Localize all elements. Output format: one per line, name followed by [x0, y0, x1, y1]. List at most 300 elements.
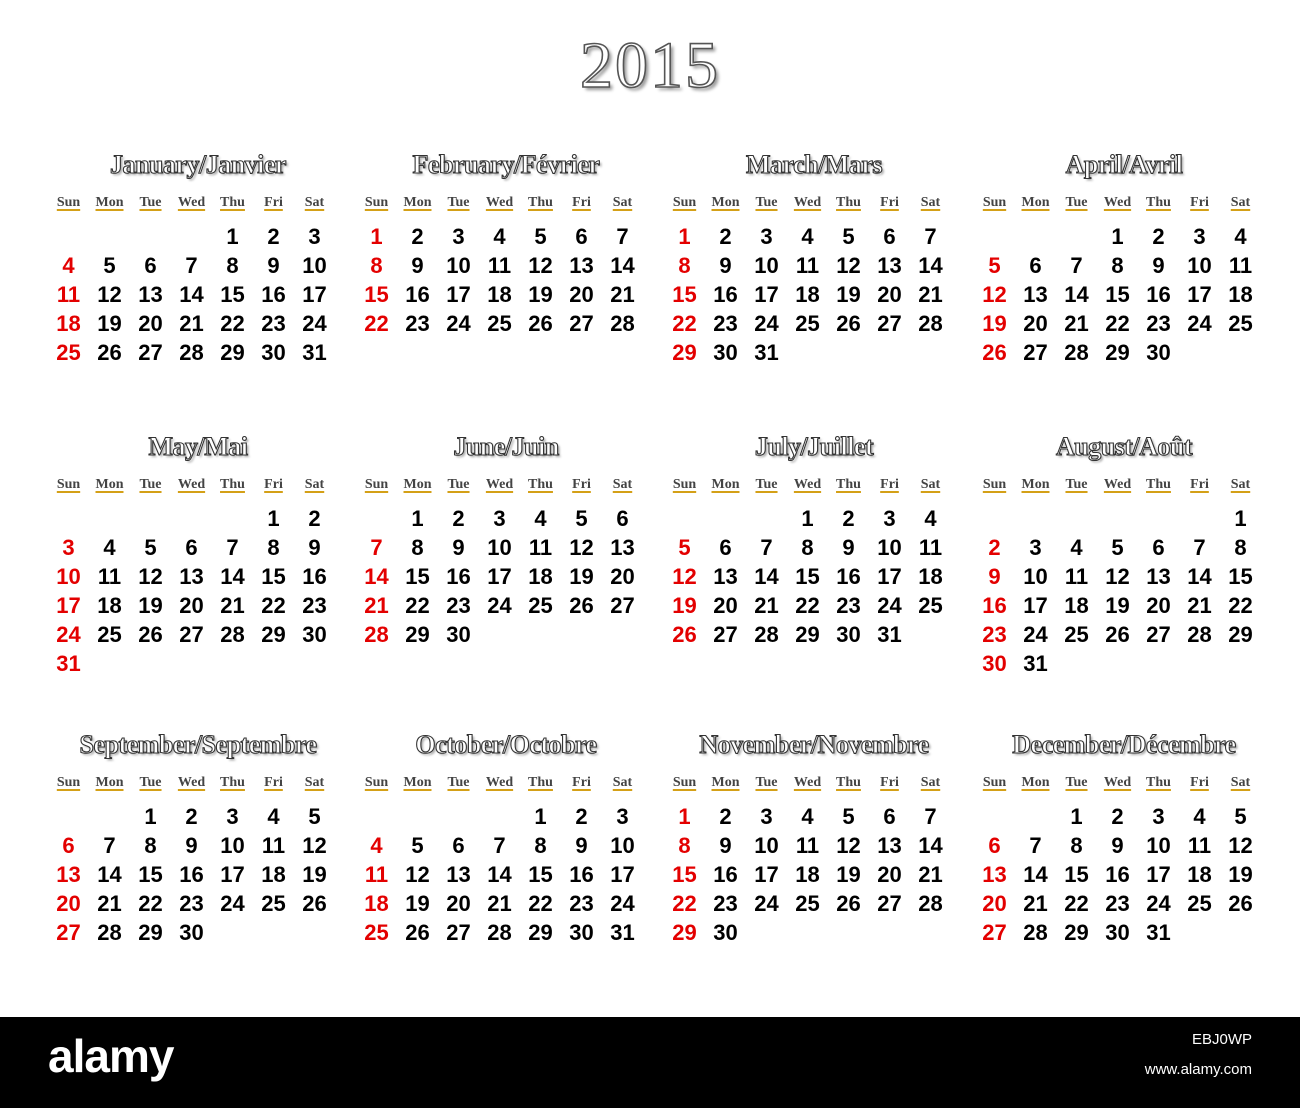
day-date: 28: [487, 920, 512, 945]
sunday-date: 23: [982, 622, 1007, 647]
day-date: 2: [575, 804, 588, 829]
day-date: 17: [487, 564, 512, 589]
day-date: 22: [261, 593, 286, 618]
day-date: 15: [1064, 862, 1089, 887]
day-date: 31: [1023, 651, 1048, 676]
day-date: 8: [267, 535, 280, 560]
day-date: 1: [534, 804, 547, 829]
day-date: 23: [405, 311, 430, 336]
day-date: 13: [610, 535, 635, 560]
day-date: 2: [1152, 224, 1165, 249]
day-date: 26: [1105, 622, 1130, 647]
sunday-date: 20: [56, 891, 81, 916]
weekday-label: Sat: [612, 195, 633, 210]
day-date: 31: [877, 622, 902, 647]
day-date: 24: [487, 593, 512, 618]
day-date: 9: [575, 833, 588, 858]
weekday-label: Wed: [485, 477, 514, 492]
weekday-label: Wed: [485, 195, 514, 210]
year-title: 2015: [580, 29, 720, 102]
day-date: 12: [836, 253, 861, 278]
day-date: 13: [138, 282, 163, 307]
day-date: 29: [795, 622, 820, 647]
weekday-label: Fri: [1190, 775, 1209, 790]
day-date: 30: [446, 622, 471, 647]
day-date: 12: [528, 253, 553, 278]
day-date: 26: [836, 891, 861, 916]
day-date: 11: [261, 833, 286, 858]
day-date: 16: [302, 564, 327, 589]
weekday-label: Sat: [920, 195, 941, 210]
weekday-label: Fri: [1190, 477, 1209, 492]
day-date: 15: [795, 564, 820, 589]
day-date: 20: [610, 564, 635, 589]
sunday-date: 17: [56, 593, 81, 618]
weekday-header: [664, 477, 964, 497]
day-date: 5: [575, 506, 588, 531]
day-date: 23: [1105, 891, 1130, 916]
day-date: 21: [1023, 891, 1048, 916]
day-date: 8: [411, 535, 424, 560]
day-date: 31: [1146, 920, 1171, 945]
day-date: 14: [754, 564, 779, 589]
day-date: 2: [452, 506, 465, 531]
day-date: 12: [405, 862, 430, 887]
day-date: 28: [179, 340, 204, 365]
day-date: 17: [1187, 282, 1212, 307]
weekday-header: [974, 477, 1274, 497]
day-date: 20: [1146, 593, 1171, 618]
day-date: 19: [569, 564, 594, 589]
weekday-label: Tue: [447, 775, 470, 790]
weekday-header: [48, 775, 348, 795]
day-date: 18: [261, 862, 286, 887]
day-date: 14: [1187, 564, 1212, 589]
day-date: 11: [795, 253, 820, 278]
day-date: 9: [719, 253, 732, 278]
day-date: 23: [569, 891, 594, 916]
day-date: 6: [719, 535, 732, 560]
weekday-label: Tue: [139, 775, 162, 790]
day-date: 24: [610, 891, 635, 916]
day-date: 1: [1234, 506, 1247, 531]
day-date: 24: [1023, 622, 1048, 647]
weekday-label: Thu: [220, 477, 245, 492]
day-date: 25: [528, 593, 553, 618]
day-date: 28: [1023, 920, 1048, 945]
day-date: 4: [1193, 804, 1206, 829]
day-date: 14: [918, 833, 943, 858]
weekday-label: Mon: [403, 195, 432, 210]
weekday-label: Wed: [1103, 195, 1132, 210]
sunday-date: 26: [982, 340, 1007, 365]
weekday-label: Thu: [220, 195, 245, 210]
day-date: 5: [534, 224, 547, 249]
day-date: 27: [569, 311, 594, 336]
weekday-header: [356, 195, 656, 215]
day-date: 21: [918, 282, 943, 307]
day-date: 11: [97, 564, 122, 589]
day-date: 11: [795, 833, 820, 858]
day-date: 3: [452, 224, 465, 249]
weekday-header: [974, 775, 1274, 795]
day-date: 10: [754, 833, 779, 858]
day-date: 19: [138, 593, 163, 618]
sunday-date: 10: [56, 564, 81, 589]
day-date: 28: [754, 622, 779, 647]
day-date: 9: [267, 253, 280, 278]
day-date: 19: [97, 311, 122, 336]
sunday-date: 3: [62, 535, 75, 560]
day-date: 11: [1228, 253, 1253, 278]
weekday-header: [664, 195, 964, 215]
day-date: 4: [801, 804, 814, 829]
day-date: 21: [1064, 311, 1089, 336]
sunday-date: 24: [56, 622, 81, 647]
day-date: 13: [446, 862, 471, 887]
day-date: 20: [138, 311, 163, 336]
weekday-label: Tue: [139, 195, 162, 210]
day-date: 18: [795, 862, 820, 887]
weekday-label: Fri: [880, 195, 899, 210]
day-date: 4: [1234, 224, 1247, 249]
day-date: 7: [616, 224, 629, 249]
day-date: 9: [308, 535, 321, 560]
sunday-date: 7: [370, 535, 383, 560]
day-date: 6: [616, 506, 629, 531]
day-date: 21: [220, 593, 245, 618]
day-date: 25: [97, 622, 122, 647]
day-date: 23: [713, 311, 738, 336]
weekday-label: Mon: [95, 477, 124, 492]
sunday-date: 27: [982, 920, 1007, 945]
day-date: 17: [220, 862, 245, 887]
day-date: 11: [918, 535, 943, 560]
day-date: 16: [179, 862, 204, 887]
weekday-label: Sun: [56, 775, 81, 790]
day-date: 14: [179, 282, 204, 307]
month-name: July/Juillet: [754, 432, 874, 461]
day-date: 13: [1023, 282, 1048, 307]
day-date: 14: [97, 862, 122, 887]
day-date: 16: [1146, 282, 1171, 307]
day-date: 22: [795, 593, 820, 618]
weekday-header: [356, 775, 656, 795]
day-date: 27: [1146, 622, 1171, 647]
day-date: 6: [185, 535, 198, 560]
day-date: 5: [103, 253, 116, 278]
day-date: 27: [446, 920, 471, 945]
sunday-date: 15: [672, 282, 697, 307]
sunday-date: 25: [56, 340, 81, 365]
day-date: 23: [1146, 311, 1171, 336]
day-date: 31: [754, 340, 779, 365]
day-date: 30: [261, 340, 286, 365]
day-date: 7: [103, 833, 116, 858]
sunday-date: 27: [56, 920, 81, 945]
day-date: 27: [713, 622, 738, 647]
sunday-date: 13: [982, 862, 1007, 887]
day-date: 22: [138, 891, 163, 916]
day-date: 17: [1023, 593, 1048, 618]
sunday-date: 5: [678, 535, 691, 560]
day-date: 25: [795, 311, 820, 336]
day-date: 21: [97, 891, 122, 916]
day-date: 25: [1187, 891, 1212, 916]
day-date: 26: [528, 311, 553, 336]
day-date: 20: [877, 282, 902, 307]
day-date: 28: [97, 920, 122, 945]
weekday-label: Thu: [836, 195, 861, 210]
day-date: 8: [1234, 535, 1247, 560]
weekday-label: Thu: [528, 775, 553, 790]
day-date: 30: [1105, 920, 1130, 945]
day-date: 17: [610, 862, 635, 887]
day-date: 26: [1228, 891, 1253, 916]
day-date: 30: [302, 622, 327, 647]
day-date: 15: [138, 862, 163, 887]
day-date: 10: [1187, 253, 1212, 278]
day-date: 2: [411, 224, 424, 249]
day-date: 29: [1228, 622, 1253, 647]
day-date: 3: [1193, 224, 1206, 249]
weekday-label: Tue: [1065, 775, 1088, 790]
day-date: 7: [1070, 253, 1083, 278]
day-date: 7: [760, 535, 773, 560]
day-date: 26: [138, 622, 163, 647]
day-date: 12: [1105, 564, 1130, 589]
day-date: 18: [795, 282, 820, 307]
day-date: 23: [836, 593, 861, 618]
day-date: 16: [713, 862, 738, 887]
day-date: 13: [569, 253, 594, 278]
day-date: 27: [877, 311, 902, 336]
weekday-label: Sat: [304, 195, 325, 210]
month-name: December/Décembre: [1012, 730, 1236, 759]
weekday-label: Mon: [403, 477, 432, 492]
day-date: 14: [487, 862, 512, 887]
weekday-label: Sun: [982, 477, 1007, 492]
day-date: 6: [883, 224, 896, 249]
weekday-label: Thu: [836, 775, 861, 790]
weekday-label: Sun: [364, 775, 389, 790]
day-date: 19: [1105, 593, 1130, 618]
weekday-header: [664, 775, 964, 795]
day-date: 18: [97, 593, 122, 618]
weekday-label: Wed: [1103, 775, 1132, 790]
weekday-label: Mon: [711, 477, 740, 492]
day-date: 23: [302, 593, 327, 618]
day-date: 8: [801, 535, 814, 560]
sunday-date: 22: [672, 311, 697, 336]
day-date: 19: [836, 282, 861, 307]
day-date: 12: [1228, 833, 1253, 858]
day-date: 17: [754, 282, 779, 307]
day-date: 7: [924, 804, 937, 829]
weekday-label: Sat: [920, 477, 941, 492]
sunday-date: 12: [672, 564, 697, 589]
weekday-label: Thu: [1146, 195, 1171, 210]
day-date: 7: [185, 253, 198, 278]
weekday-label: Wed: [793, 195, 822, 210]
sunday-date: 14: [364, 564, 389, 589]
day-date: 10: [1146, 833, 1171, 858]
day-date: 9: [185, 833, 198, 858]
weekday-label: Sun: [982, 195, 1007, 210]
day-date: 22: [220, 311, 245, 336]
day-date: 13: [179, 564, 204, 589]
day-date: 27: [610, 593, 635, 618]
day-date: 26: [569, 593, 594, 618]
sunday-date: 11: [56, 282, 81, 307]
day-date: 24: [754, 891, 779, 916]
day-date: 26: [302, 891, 327, 916]
day-date: 2: [308, 506, 321, 531]
day-date: 3: [226, 804, 239, 829]
month-name: April/Avril: [1065, 150, 1183, 179]
day-date: 25: [487, 311, 512, 336]
weekday-label: Mon: [1021, 477, 1050, 492]
day-date: 24: [1187, 311, 1212, 336]
sunday-date: 4: [370, 833, 383, 858]
sunday-date: 1: [678, 224, 691, 249]
day-date: 24: [446, 311, 471, 336]
day-date: 6: [883, 804, 896, 829]
day-date: 16: [261, 282, 286, 307]
day-date: 23: [261, 311, 286, 336]
day-date: 5: [144, 535, 157, 560]
weekday-label: Fri: [880, 477, 899, 492]
site-url: www.alamy.com: [1144, 1061, 1252, 1078]
day-date: 4: [1070, 535, 1083, 560]
weekday-label: Sat: [1230, 477, 1251, 492]
weekday-label: Sat: [612, 775, 633, 790]
day-date: 23: [179, 891, 204, 916]
sunday-date: 1: [678, 804, 691, 829]
day-date: 19: [528, 282, 553, 307]
sunday-date: 29: [672, 340, 697, 365]
weekday-label: Wed: [177, 195, 206, 210]
day-date: 26: [405, 920, 430, 945]
weekday-label: Sun: [364, 477, 389, 492]
day-date: 13: [713, 564, 738, 589]
day-date: 17: [754, 862, 779, 887]
weekday-label: Thu: [836, 477, 861, 492]
day-date: 4: [534, 506, 547, 531]
day-date: 30: [1146, 340, 1171, 365]
day-date: 27: [179, 622, 204, 647]
day-date: 11: [1064, 564, 1089, 589]
day-date: 9: [842, 535, 855, 560]
day-date: 1: [411, 506, 424, 531]
weekday-label: Tue: [755, 775, 778, 790]
weekday-label: Fri: [264, 195, 283, 210]
day-date: 25: [261, 891, 286, 916]
day-date: 25: [1228, 311, 1253, 336]
weekday-label: Mon: [1021, 775, 1050, 790]
month-name: September/Septembre: [79, 730, 317, 759]
day-date: 24: [754, 311, 779, 336]
day-date: 7: [1029, 833, 1042, 858]
day-date: 6: [575, 224, 588, 249]
day-date: 6: [144, 253, 157, 278]
day-date: 1: [226, 224, 239, 249]
day-date: 29: [405, 622, 430, 647]
day-date: 12: [569, 535, 594, 560]
day-date: 31: [302, 340, 327, 365]
day-date: 21: [918, 862, 943, 887]
day-date: 22: [528, 891, 553, 916]
day-date: 29: [1064, 920, 1089, 945]
day-date: 29: [528, 920, 553, 945]
day-date: 14: [918, 253, 943, 278]
day-date: 12: [138, 564, 163, 589]
day-date: 17: [877, 564, 902, 589]
day-date: 3: [616, 804, 629, 829]
day-date: 15: [1228, 564, 1253, 589]
weekday-label: Sun: [56, 477, 81, 492]
weekday-label: Sat: [304, 477, 325, 492]
day-date: 1: [1070, 804, 1083, 829]
weekday-label: Mon: [403, 775, 432, 790]
day-date: 1: [144, 804, 157, 829]
weekday-label: Tue: [755, 477, 778, 492]
day-date: 4: [924, 506, 937, 531]
month-name: January/Janvier: [110, 150, 286, 179]
day-date: 15: [261, 564, 286, 589]
day-date: 29: [1105, 340, 1130, 365]
day-date: 15: [1105, 282, 1130, 307]
weekday-label: Tue: [1065, 195, 1088, 210]
sunday-date: 6: [988, 833, 1001, 858]
day-date: 24: [220, 891, 245, 916]
weekday-label: Tue: [139, 477, 162, 492]
day-date: 10: [877, 535, 902, 560]
day-date: 19: [405, 891, 430, 916]
day-date: 9: [411, 253, 424, 278]
weekday-label: Sun: [672, 195, 697, 210]
day-date: 20: [179, 593, 204, 618]
sunday-date: 8: [678, 833, 691, 858]
weekday-header: [48, 195, 348, 215]
day-date: 9: [452, 535, 465, 560]
day-date: 23: [446, 593, 471, 618]
sunday-date: 19: [982, 311, 1007, 336]
day-date: 18: [1187, 862, 1212, 887]
sunday-date: 15: [672, 862, 697, 887]
sunday-date: 22: [672, 891, 697, 916]
day-date: 29: [220, 340, 245, 365]
day-date: 14: [1064, 282, 1089, 307]
weekday-header: [48, 477, 348, 497]
weekday-label: Thu: [220, 775, 245, 790]
sunday-date: 1: [370, 224, 383, 249]
day-date: 25: [795, 891, 820, 916]
month-name: March/Mars: [745, 150, 883, 179]
sunday-date: 19: [672, 593, 697, 618]
day-date: 11: [1187, 833, 1212, 858]
day-date: 26: [836, 311, 861, 336]
day-date: 18: [528, 564, 553, 589]
day-date: 27: [138, 340, 163, 365]
sunday-date: 9: [988, 564, 1001, 589]
sunday-date: 16: [982, 593, 1007, 618]
weekday-label: Fri: [1190, 195, 1209, 210]
weekday-label: Sat: [1230, 195, 1251, 210]
weekday-label: Mon: [711, 195, 740, 210]
day-date: 11: [528, 535, 553, 560]
day-date: 15: [405, 564, 430, 589]
